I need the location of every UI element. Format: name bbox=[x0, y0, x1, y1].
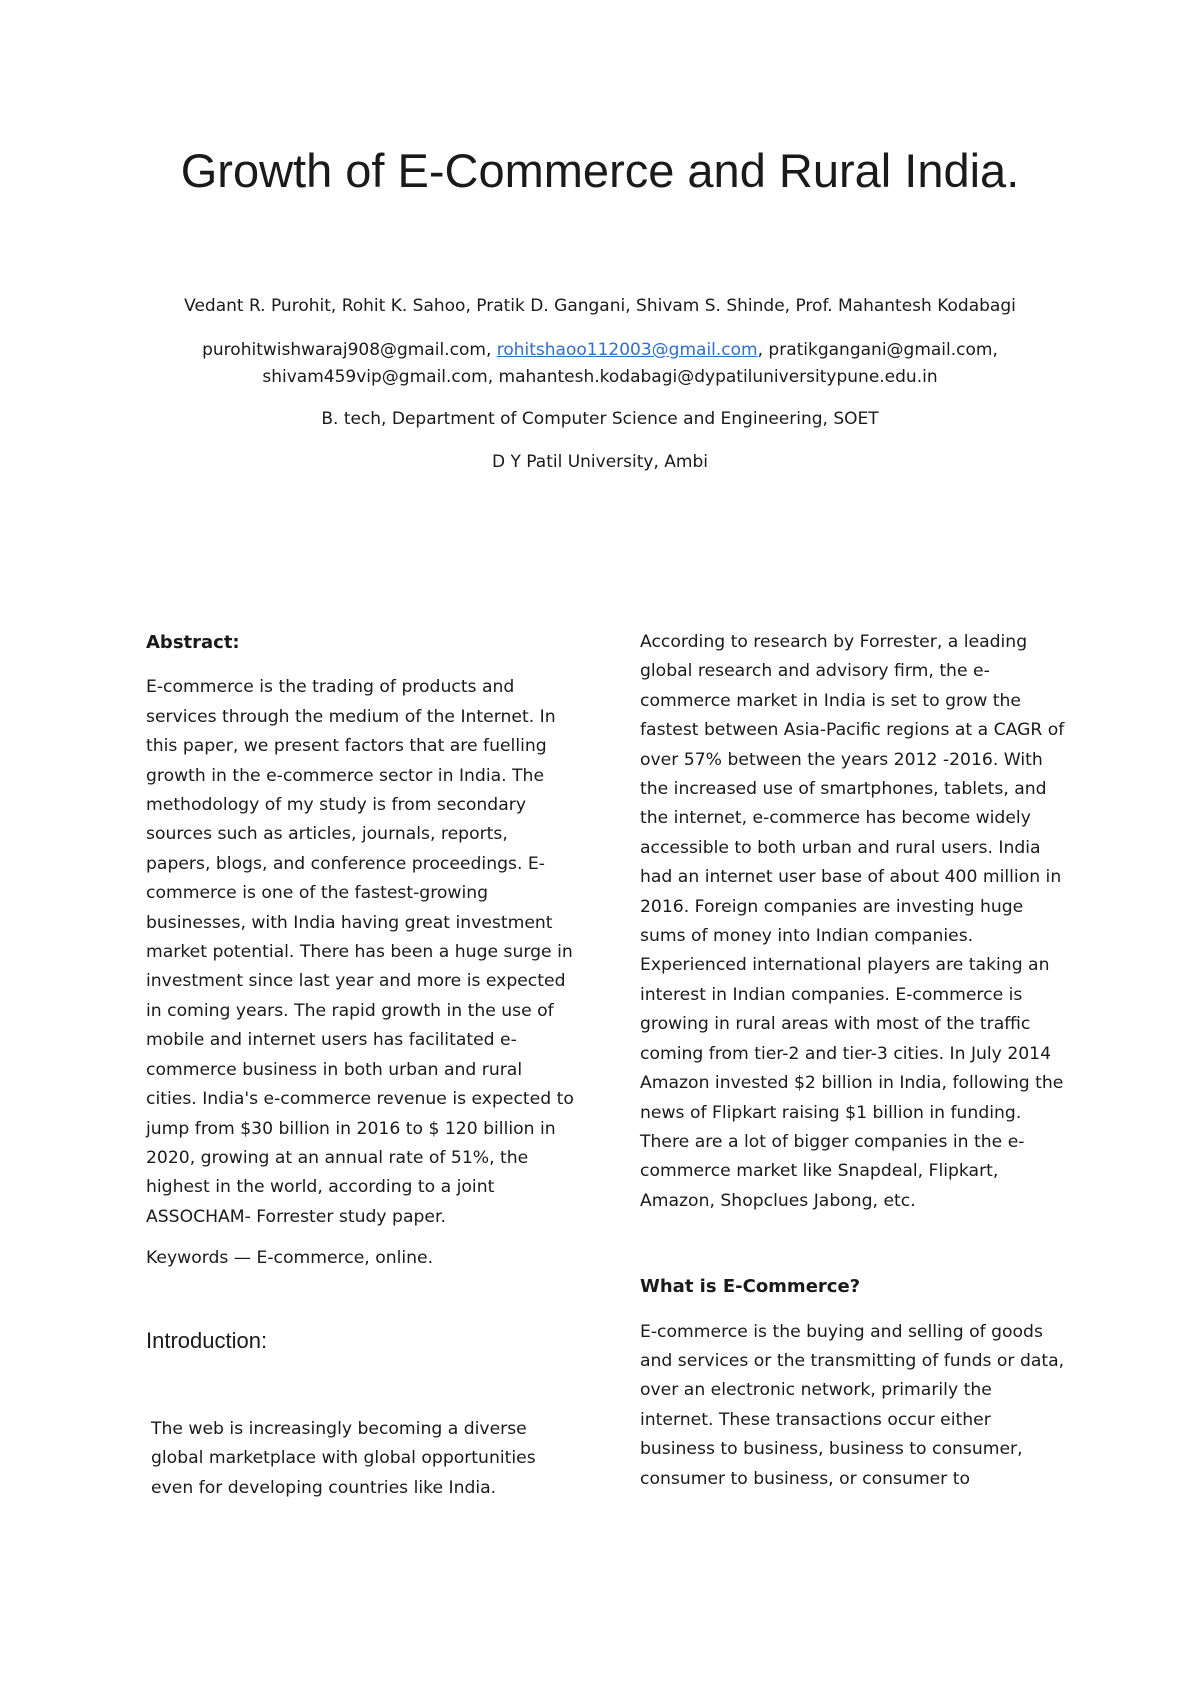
abstract-body: E-commerce is the trading of products and services through the medium of the Internet. In this paper, we present factors that are fuelling growth in the e-commerce sector in India. The methodology of my study is from secondary sources such as articles, journals, reports, papers, blogs, and conference proceedings. E-commerce is one of the fastest-growing businesses, with India having great investment market potential. There has been a huge surge in investment since last year and more is expected in coming years. The rapid growth in the use of mobile and internet users has facilitated e-commerce business in both urban and rural cities. India's e-commerce revenue is expected to jump from $30 billion in 2016 to $ 120 billion in 2020, growing at an annual rate of 51%, the highest in the world, according to a joint ASSOCHAM- Forrester study paper. bbox=[146, 677, 574, 1227]
email-text-3: shivam459vip@gmail.com, mahantesh.kodabagi@dypatiluniversitypune.edu.in bbox=[262, 367, 938, 387]
email-text-1: purohitwishwaraj908@gmail.com, bbox=[202, 340, 497, 360]
department: B. tech, Department of Computer Science and Engineering, SOET bbox=[321, 409, 879, 429]
keywords: Keywords — E-commerce, online. bbox=[146, 1248, 434, 1269]
left-column bbox=[146, 628, 576, 1503]
author-list: Vedant R. Purohit, Rohit K. Sahoo, Pratik D. Gangani, Shivam S. Shinde, Prof. Mahantesh Kodabagi bbox=[184, 296, 1016, 316]
what-is-ecommerce-heading: What is E-Commerce? bbox=[640, 1276, 861, 1298]
email-text-2: , pratikgangani@gmail.com, bbox=[757, 340, 998, 360]
ecommerce-definition: E-commerce is the buying and selling of goods and services or the transmitting of funds or data, over an electronic network, primarily the internet. These transactions occur either business to business, business to consumer, consumer to business, or consumer to bbox=[640, 1321, 1065, 1489]
email-link[interactable]: rohitshaoo112003@gmail.com bbox=[496, 340, 758, 360]
right-column bbox=[640, 628, 1070, 1494]
paper-title: Growth of E-Commerce and Rural India. bbox=[180, 144, 1020, 197]
forrester-paragraph: According to research by Forrester, a leading global research and advisory firm, the e-commerce market in India is set to grow the fastest between Asia-Pacific regions at a CAGR of over 57% between the years 2012 -2016. With the increased use of smartphones, tablets, and the internet, e-commerce has become widely accessible to both urban and rural users. India had an internet user base of about 400 million in 2016. Foreign companies are investing huge sums of money into Indian companies. Experienced international players are taking an interest in Indian companies. E-commerce is growing in rural areas with most of the traffic coming from tier-2 and tier-3 cities. In July 2014 Amazon invested $2 billion in India, following the news of Flipkart raising $1 billion in funding. There are a lot of bigger companies in the e-commerce market like Snapdeal, Flipkart, Amazon, Shopclues Jabong, etc. bbox=[640, 632, 1065, 1211]
introduction-heading: Introduction: bbox=[146, 1327, 268, 1353]
author-emails bbox=[100, 337, 1100, 391]
introduction-body: The web is increasingly becoming a diverse global marketplace with global opportunities even for developing countries like India. bbox=[151, 1418, 536, 1498]
university: D Y Patil University, Ambi bbox=[492, 452, 708, 472]
abstract-heading: Abstract: bbox=[146, 632, 240, 653]
